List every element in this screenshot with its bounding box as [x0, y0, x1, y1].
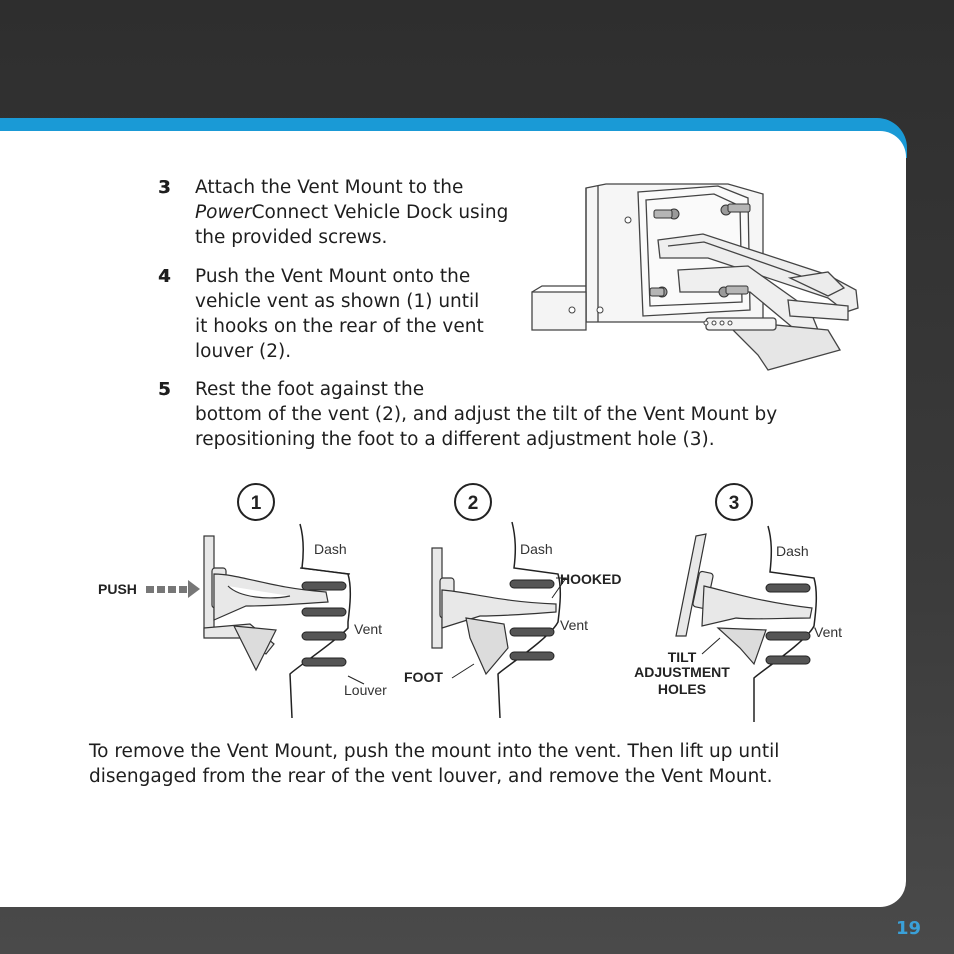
step-line: it hooks on the rear of the vent	[195, 316, 484, 337]
push-arrow-icon	[146, 580, 200, 598]
step-line: Push the Vent Mount onto the	[195, 266, 471, 287]
hooked-label: HOOKED	[560, 571, 622, 587]
step-text	[195, 377, 835, 452]
step-line: vehicle vent as shown (1) until	[195, 291, 480, 312]
step-line: Rest the foot against the	[195, 379, 425, 400]
step-number: 5	[158, 379, 171, 400]
vent-mount-dock-illustration	[528, 180, 863, 378]
step-text	[195, 264, 525, 364]
tilt-label-line: ADJUSTMENT	[634, 664, 730, 680]
dash-label: Dash	[520, 541, 553, 557]
step-number: 3	[158, 177, 171, 198]
vent-mount	[204, 536, 328, 670]
panel-number: 3	[728, 493, 740, 514]
panel-2	[404, 484, 621, 718]
dash-label: Dash	[776, 543, 809, 559]
step-line	[195, 200, 555, 225]
panel-1	[98, 484, 387, 718]
step-line: louver (2).	[195, 341, 292, 362]
step-line: Attach the Vent Mount to the	[195, 177, 464, 198]
vent-label: Vent	[354, 621, 383, 637]
foot-label: FOOT	[404, 669, 443, 685]
step-text	[195, 175, 555, 250]
paragraph-line: To remove the Vent Mount, push the mount into the vent. Then lift up until	[89, 741, 780, 762]
paragraph-line: disengaged from the rear of the vent louver, and remove the Vent Mount.	[89, 766, 773, 787]
step-line: bottom of the vent (2), and adjust the tilt of the Vent Mount by	[195, 404, 778, 425]
panel-number: 2	[467, 493, 479, 514]
brand-rest: Connect Vehicle Dock using	[251, 202, 509, 223]
tilt-label-line: HOLES	[657, 681, 707, 697]
dash-label: Dash	[314, 541, 347, 557]
step-line: the provided screws.	[195, 227, 388, 248]
louver-label: Louver	[344, 682, 387, 698]
installation-diagrams	[90, 478, 870, 724]
step-line: repositioning the foot to a different adjustment hole (3).	[195, 429, 715, 450]
removal-instructions	[89, 739, 849, 789]
tilt-label-line: TILT	[667, 649, 697, 665]
panel-3	[634, 484, 842, 722]
panel-number: 1	[250, 493, 262, 514]
step-number: 4	[158, 266, 171, 287]
page-number: 19	[896, 918, 922, 939]
brand-italic: Power	[195, 202, 252, 223]
vent-label: Vent	[814, 624, 843, 640]
vent-label: Vent	[560, 617, 589, 633]
push-label: PUSH	[98, 581, 137, 597]
